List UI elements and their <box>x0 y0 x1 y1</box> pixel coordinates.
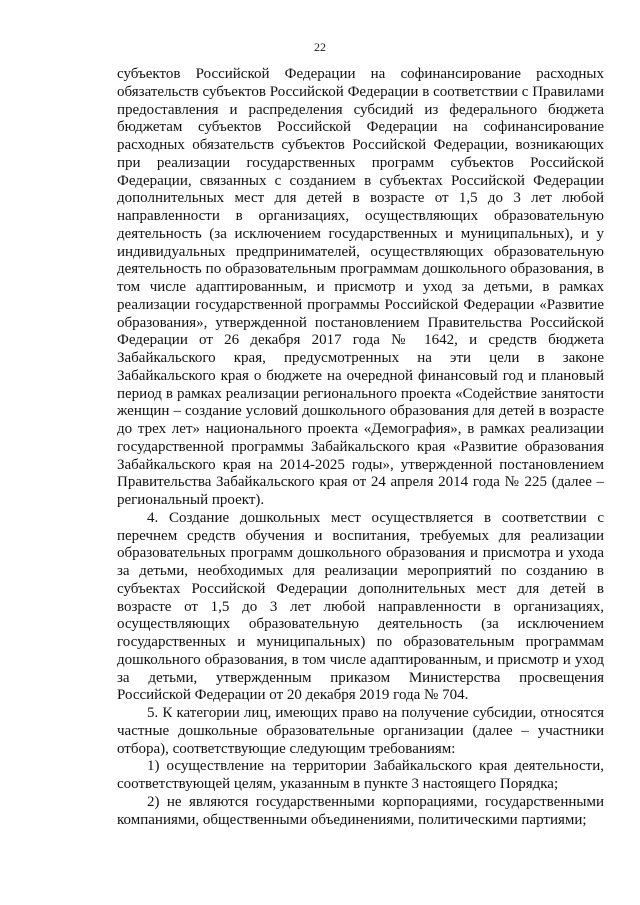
paragraph-continuation: субъектов Российской Федерации на софинансирование расходных обязательств субъектов Российской Федерации в соответствии с Правилами предоставления и распределения субсидий из федерального бюджета бюджетам субъектов Российской Федерации на софинансирование расходных обязательств субъектов Российской Федерации, возникающих при реализации государственных программ субъектов Российской Федерации, связанных с созданием в субъектах Российской Федерации дополнительных мест для детей в возрасте от 1,5 до 3 лет любой направленности в организациях, осуществляющих образовательную деятельность (за исключением государственных и муниципальных), и у индивидуальных предпринимателей, осуществляющих образовательную деятельность по образовательным программам дошкольного образования, в том числе адаптированным, и присмотр и уход за детьми, в рамках реализации государственной программы Российской Федерации «Развитие образования», утвержденной постановлением Правительства Российской Федерации от 26 декабря 2017 года № 1642, и средств бюджета Забайкальского края, предусмотренных на эти цели в законе Забайкальского края о бюджете на очередной финансовый год и плановый период в рамках реализации регионального проекта «Содействие занятости женщин – создание условий дошкольного образования для детей в возрасте до трех лет» национального проекта «Демография», в рамках реализации государственной программы Забайкальского края «Развитие образования Забайкальского края на 2014-2025 годы», утвержденной постановлением Правительства Забайкальского края от 24 апреля 2014 года № 225 (далее – региональный проект). <box>117 66 604 508</box>
paragraph-subitem-1: 1) осуществление на территории Забайкальского края деятельности, соответствующей целям, указанным в пункте 3 настоящего Порядка; <box>117 758 604 792</box>
paragraph-item-4: 4. Создание дошкольных мест осуществляется в соответствии с перечнем средств обучения и воспитания, требуемых для реализации образовательных программ дошкольного образования и присмотра и ухода за детьми, необходимых для реализации мероприятий по созданию в субъектах Российской Федерации дополнительных мест для детей в возрасте от 1,5 до 3 лет любой направленности в организациях, осуществляющих образовательную деятельность (за исключением государственных и муниципальных) по образовательным программам дошкольного образования, в том числе адаптированным, и присмотр и уход за детьми, утвержденным приказом Министерства просвещения Российской Федерации от 20 декабря 2019 года № 704. <box>117 509 604 704</box>
paragraph-subitem-2: 2) не являются государственными корпорациями, государственными компаниями, общественными объединениями, политическими партиями; <box>117 793 604 828</box>
document-body <box>117 66 604 829</box>
page-number: 22 <box>314 40 326 54</box>
paragraph-item-5: 5. К категории лиц, имеющих право на получение субсидии, относятся частные дошкольные образовательные организации (далее – участники отбора), соответствующие следующим требованиям: <box>117 705 604 757</box>
